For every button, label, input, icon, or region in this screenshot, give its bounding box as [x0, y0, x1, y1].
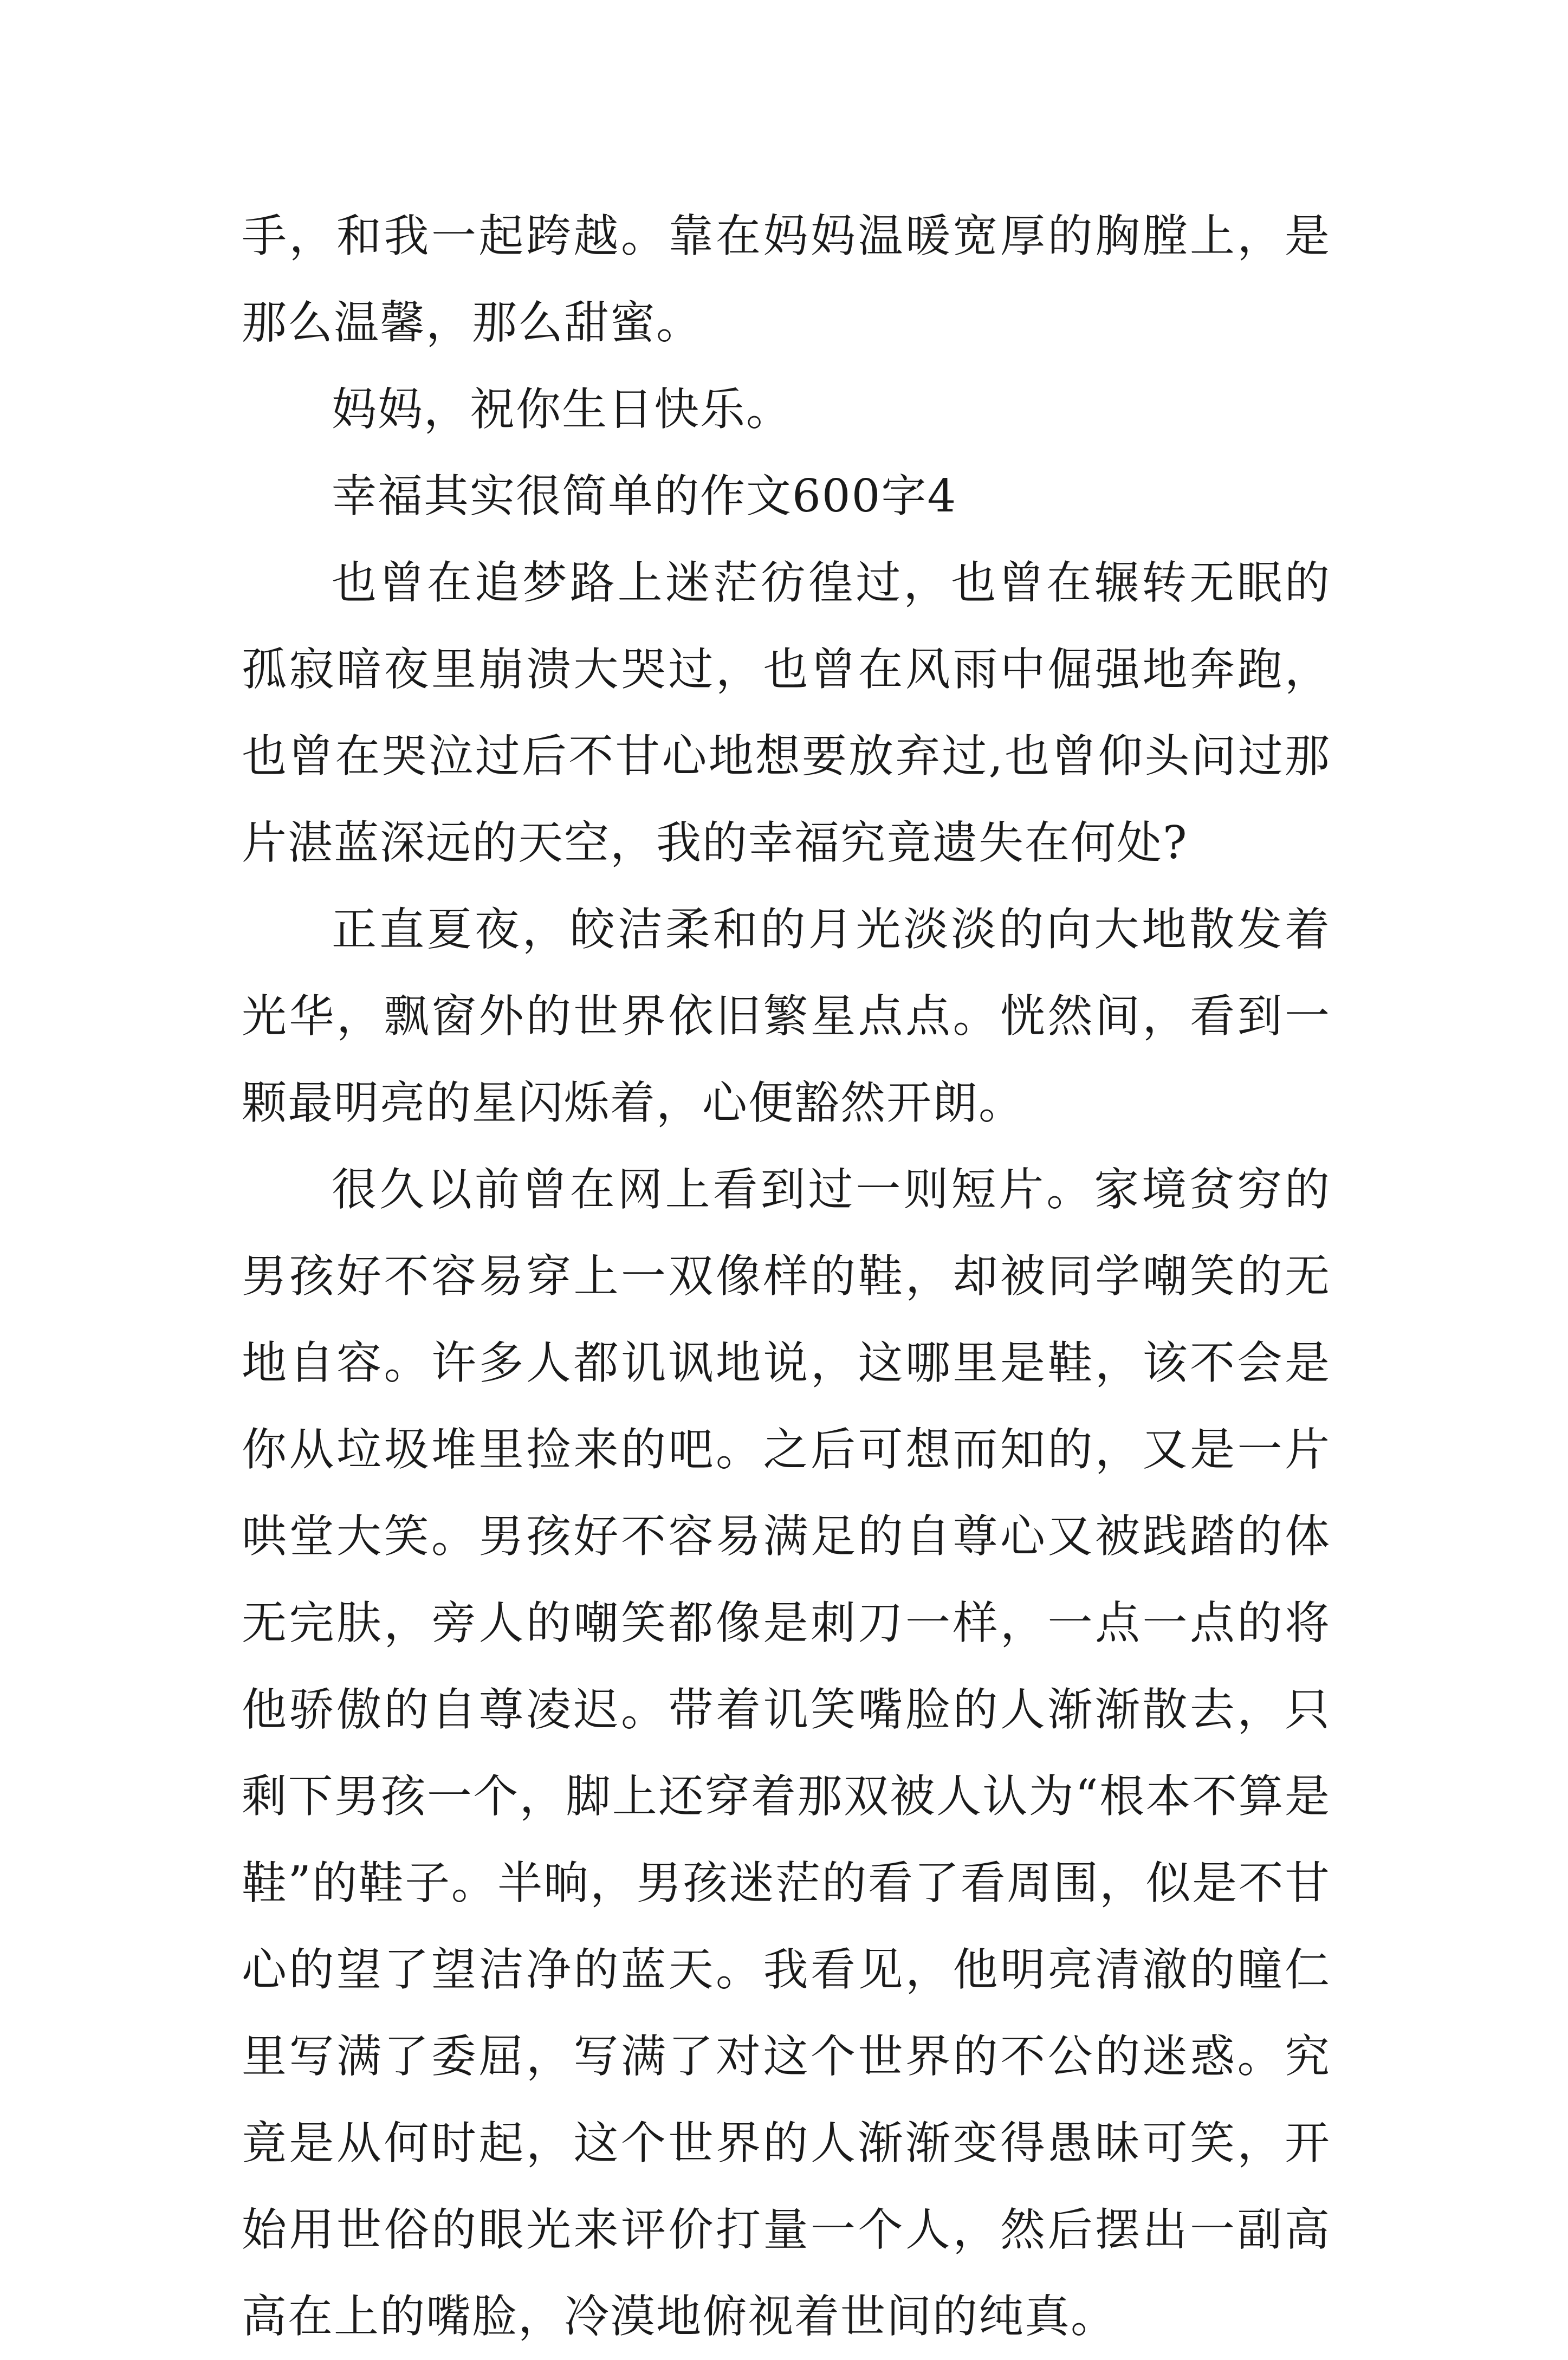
- paragraph-dream-path: 也曾在追梦路上迷茫彷徨过，也曾在辗转无眠的孤寂暗夜里崩溃大哭过，也曾在风雨中倔强地奔跑，也曾在哭泣过后不甘心地想要放弃过,也曾仰头问过那片湛蓝深远的天空，我的幸福究竟遗失在何处?: [242, 556, 1331, 869]
- paragraph-short-film: 很久以前曾在网上看到过一则短片。家境贫穷的男孩好不容易穿上一双像样的鞋，却被同学嘲笑的无地自容。许多人都讥讽地说，这哪里是鞋，该不会是你从垃圾堆里捡来的吧。之后可想而知的，又是一片哄堂大笑。男孩好不容易满足的自尊心又被践踏的体无完肤，旁人的嘲笑都像是刺刀一样，一点一点的将他骄傲的自尊凌迟。带着讥笑嘴脸的人渐渐散去，只剩下男孩一个，脚上还穿着那双被人认为“根本不算是鞋”的鞋子。半晌，男孩迷茫的看了看周围，似是不甘心的望了望洁净的蓝天。我看见，他明亮清澈的瞳仁里写满了委屈，写满了对这个世界的不公的迷惑。究竟是从何时起，这个世界的人渐渐变得愚昧可笑，开始用世俗的眼光来评价打量一个人，然后摆出一副高高在上的嘴脸，冷漠地俯视着世间的纯真。: [242, 1163, 1331, 2343]
- paragraph-summer-night: 正直夏夜，皎洁柔和的月光淡淡的向大地散发着光华，飘窗外的世界依旧繁星点点。恍然间，看到一颗最明亮的星闪烁着，心便豁然开朗。: [242, 903, 1331, 1129]
- document-body: [242, 193, 1331, 2360]
- paragraph-birthday-wish: 妈妈，祝你生日快乐。: [332, 383, 792, 436]
- essay-title: 幸福其实很简单的作文600字4: [332, 470, 957, 522]
- paragraph-continuation: 手，和我一起跨越。靠在妈妈温暖宽厚的胸膛上，是那么温馨，那么甜蜜。: [242, 210, 1331, 349]
